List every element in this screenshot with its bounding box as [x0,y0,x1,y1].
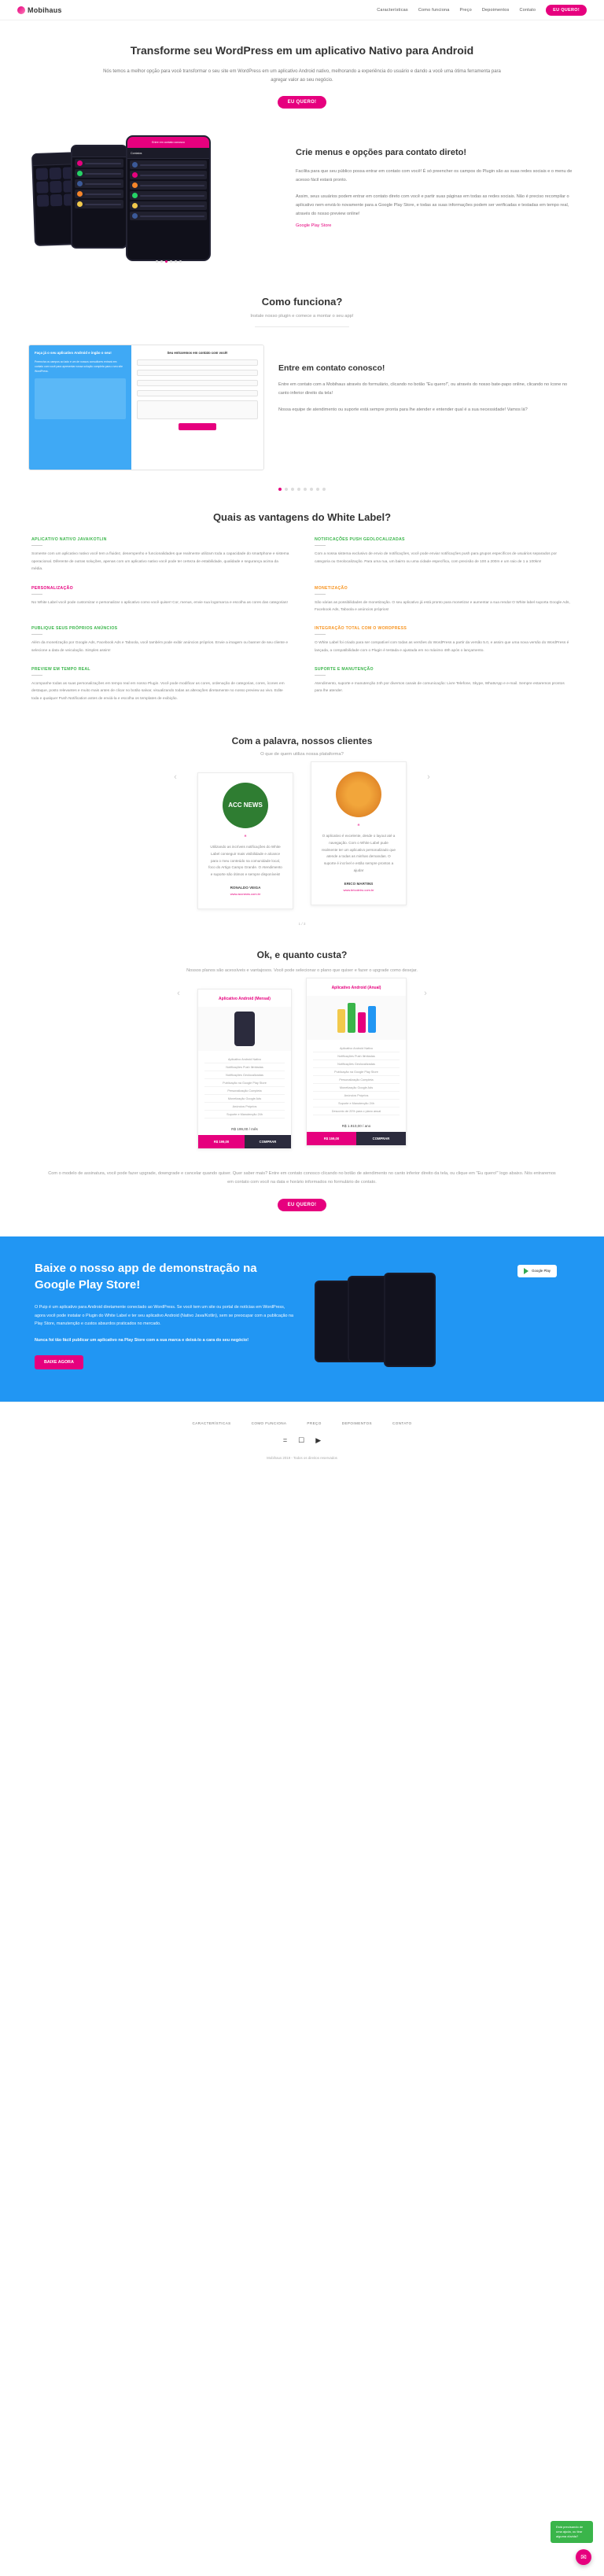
app-cta-mockups [310,1260,569,1378]
footer-link-contato[interactable]: CONTATO [392,1421,412,1425]
vantagens-grid [31,537,573,702]
contato-paragraph-1: Facilita para que seu público possa entrar em contato com você! É só preencher os campos do Plugin são as suas redes sociais e o menu de acesso fácil estará pronto. [296,168,573,182]
testimonial-site[interactable]: www.accnews.com.br [230,891,261,896]
app-cta-section [0,1236,604,1402]
plan-feature: Personalização Completa [204,1087,285,1095]
carousel-prev-icon[interactable]: ‹ [174,772,177,782]
people-illustration-icon [337,1003,376,1033]
plan-feature: Monetização Google Ads [313,1084,400,1092]
form-mockup-left-title: Faça já o seu aplicativo Android e ingâo o seu! [35,351,112,356]
footer-link-preco[interactable]: PREÇO [307,1421,322,1425]
plan-feature: Personalização Completa [313,1076,400,1084]
nav-item-caracteristicas[interactable]: Características [377,7,408,13]
app-cta-text [35,1260,294,1370]
precos-cta-button[interactable]: EU QUERO! [278,1199,327,1211]
form-field-site[interactable] [137,390,258,396]
vantagem-item [31,667,289,702]
main-nav [377,5,587,16]
form-mockup-left [29,345,131,470]
form-mockup-right [131,345,263,470]
divider [31,594,42,595]
plan-feature: Desconto de 20% para o plano anual [313,1107,400,1115]
plan-feature: Anúncios Próprios [204,1103,285,1111]
plan-feature: Suporte e Manutenção 24h [204,1111,285,1118]
phone-banner: Entre em contato conosco [127,137,209,148]
nav-item-contato[interactable]: Contato [519,7,536,13]
form-carousel-dots[interactable] [0,478,604,491]
divider [315,634,326,635]
client-logo-icon: ACC NEWS [223,783,268,828]
plan-price-button[interactable]: R$ 199,00 [198,1135,245,1148]
carousel-next-icon[interactable]: › [427,772,430,782]
download-button[interactable]: BAIXE AGORA [35,1355,83,1369]
plan-feature: Notificações Push Ilimitadas [204,1063,285,1071]
vantagem-body: Somente com um aplicativo nativo você tem a fluidez, desempenho e funcionalidades que realmente utilizam toda a capacidade do smartphone e sistema operacional. Diferente de outras soluções, apenas com um aplicativo nativo você pode ter certeza de estabilidade, qualidade e segurança acima da média. [31,552,289,572]
vantagem-title: PERSONALIZAÇÃO [31,585,73,591]
testimonial-author: RONALDO VEIGA [230,885,261,890]
form-field-nome[interactable] [137,359,258,366]
plan-feature: Aplicativo Android Nativo [313,1045,400,1052]
vantagem-body: São várias as possibilidades de monetização. O seu aplicativo já está pronto para monetizar e aumentar a sua renda! O White label suporta Google Ads, Facebook Ads, Taboola e anúncios próprios! [315,600,570,612]
precos-subtitle: Nossos planos são acessíveis e vantajosos. Você pode selecionar o plano que quiser e fazer o upgrade como desejar. [186,967,418,973]
header-cta-button[interactable]: EU QUERO! [546,5,587,16]
hero-paragraph: Nós temos a melhor opção para você transformar o seu site em WordPress em um aplicativo Android nativo, melhorando a experiência do usuário e dando a você uma ótima ferramenta para agregar valor ao seu negócio. [103,69,501,83]
testimonial-body: O aplicativo é excelente, desde o layout até a navegação. Com o White Label pude realmente ter um aplicativo personalizado que atende a todas as minhas demandas. O suporte é incrível e estão sempre prontos a ajudar [322,834,396,872]
vantagem-item [31,626,289,654]
form-section-paragraph-2: Nossa equipe de atendimento ou suporte está sempre pronta para lhe atender e entender qual é a sua necessidade! Vamos lá? [278,407,528,413]
contato-paragraph-2 [296,193,579,219]
vantagem-title: SUPORTE E MANUTENÇÃO [315,666,374,672]
plan-price: R$ 1.910,00 / ano [341,1124,371,1129]
precos-cta-wrap [0,1196,604,1211]
plan-actions [198,1135,291,1148]
nav-item-depoimentos[interactable]: Depoimentos [481,7,510,13]
precos-title: Ok, e quanto custa? [256,949,348,960]
phone-big [126,135,211,261]
plan-buy-button[interactable]: COMPRAR [356,1132,406,1145]
facebook-icon[interactable]: = [282,1435,288,1444]
vantagem-title: INTEGRAÇÃO TOTAL COM O WORDPRESS [315,626,407,632]
testimonial-card [311,761,407,905]
como-funciona-subtitle: Instale nosso plugin e comece a montar o seu app! [250,314,354,319]
plan-feature: Notificações Push Ilimitadas [313,1052,400,1060]
plan-feature: Notificações Geolocalizadas [204,1071,285,1079]
form-field-telefone[interactable] [137,380,258,386]
plans-prev-icon[interactable]: ‹ [177,988,180,998]
clientes-title: Com a palavra, nossos clientes [231,735,373,746]
clientes-subtitle: O que de quem utiliza nossa plataforma? [260,751,344,757]
plan-card-mensal [197,989,292,1150]
brand-name: Mobihaus [28,6,62,14]
phone-carousel-dots[interactable] [126,260,211,263]
divider [315,545,326,546]
plan-illustration [307,996,406,1040]
phone-screen-title: Contatos [127,148,209,159]
plan-feature: Aplicativo Android Nativo [204,1056,285,1063]
clientes-section [0,715,604,932]
como-funciona-title: Como funciona? [261,296,343,308]
logo-mark-icon [17,6,25,14]
vantagem-body: O White Label foi criado para ser compatível com todas as versões do WordPress a partir da versão 5.0, e assim que uma nova versão do WordPress é lançada, a compatibilidade com o Plugin é testada e ajustada em no máximo 48h após o lançamento. [315,641,569,653]
testimonial-body: Utilizando as incríveis notificações do White Label conseguir mais visibilidade e alcance para o meu conteúdo na comunidade local, foco do Artigo Campo Grande. O Atendimento e suporte são ótimos e sempre disponíveis! [208,845,282,877]
site-header [0,0,604,20]
form-mockup-right-title: Seu entraremos em contato com você! [167,351,228,356]
nav-item-como-funciona[interactable]: Como funciona [418,7,450,13]
vantagens-section [0,491,604,714]
plan-feature: Publicação na Google Play Store [313,1068,400,1076]
form-submit-button[interactable] [179,423,216,430]
site-footer [0,1402,604,1471]
footer-link-depoimentos[interactable]: DEPOIMENTOS [341,1421,372,1425]
chat-tooltip: Está precisando de uma ajuda, ou tirar alguma dúvida? [551,2521,593,2543]
plan-actions [307,1132,406,1145]
phones-mockup [25,134,285,267]
vantagem-body: Acompanhe todas as suas personalizações em tempo real em nosso Plugin. Você pode modificar as cores, ordenação de categorias, cores, ícones em destaque, posto relevantes e muito mais antes de clicar no botão salvar, visualizando todas as alterações diretamente no nosso preview ao vivo. Edite toda e qualquer Push Notification antes de enviá-la e escolha os templates de exibição. [31,681,285,701]
divider [31,634,42,635]
testimonials-carousel [0,772,604,909]
vantagem-title: APLICATIVO NATIVO JAVA/KOTLIN [31,537,107,543]
plan-illustration [198,1007,291,1051]
plan-features [198,1051,291,1123]
app-cta-title: Baixe o nosso app de demonstração na Google Play Store! [35,1261,257,1292]
divider [31,675,42,676]
contato-text [296,134,579,230]
app-phone-right [384,1273,436,1367]
client-logo-icon [336,772,381,817]
form-section-paragraph-1: Entre em contato com a Mobihaus através do formulário, clicando no botão "Eu quero!", ou através do nosso bate-papo online, clicando no ícone no canto inferior direito da tela! [278,382,568,396]
divider [315,594,326,595]
vantagem-item [315,667,573,702]
contato-section [0,123,604,275]
nav-item-preco[interactable]: Preço [459,7,472,13]
plan-price: R$ 199,00 / mês [231,1127,258,1132]
form-mockup-left-body: Preencha os campos ao lado e um de nossos consultores entrará em contato com você para apresentar nossa solução completa para o seu site WordPress. [35,360,123,373]
plan-card-anual [306,978,407,1147]
vantagem-item [315,537,573,573]
instagram-icon[interactable]: ☐ [298,1435,305,1444]
hero-title: Transforme seu WordPress em um aplicativo Nativo para Android [130,44,474,57]
plan-features [307,1040,406,1120]
vantagens-title: Quais as vantagens do White Label? [212,511,392,524]
vantagem-body: Além da monetização por Google Ads, Facebook Ads e Taboola, você também pode exibir anúncios próprios. Envie a imagem ou banner de seu cliente e selecione a data de veiculação. Simples assim! [31,641,289,653]
plan-header [198,989,291,1008]
hero-cta-button[interactable]: EU QUERO! [278,96,327,109]
contato-title: Crie menus e opções para contato direto! [296,148,466,158]
phone-mid-bar [72,146,126,157]
plans-carousel [0,985,604,1150]
plan-header [307,978,406,997]
plan-feature: Suporte e Manutenção 24h [313,1100,400,1107]
youtube-icon[interactable]: ▶ [315,1435,322,1444]
form-mockup-illustration [35,378,126,419]
hero-section [0,20,604,123]
vantagem-body: No White Label você pode customizar e personalizar o aplicativo como você quiser! Cor, menus, envie sua logomarca e escolha as cores das categorias! [31,600,288,605]
plans-next-icon[interactable]: › [424,988,427,998]
form-field-mensagem[interactable] [137,400,258,419]
testimonial-card [197,772,293,909]
vantagem-title: NOTIFICAÇÕES PUSH GEOLOCALIZADAS [315,537,405,543]
chat-icon[interactable]: ✉ [576,2549,591,2565]
social-links [0,1436,604,1445]
vantagem-body: Atendimento, suporte e manutenção 24h por diversos canais de comunicação: Livre Telefone, Skype, WhatsApp e e-mail. Sempre estaremos prontos para lhe atender. [315,681,565,694]
app-cta-paragraph-1: O Puip é um aplicativo para Android diretamente conectado ao WordPress. Se você tem um site ou portal de notícias em WordPress, agora você pode instalar o Plugin do White Label e ter seu aplicativo Android (Nativo Java/Kotlin), sem se preocupar com a publicação na Play Store, manutenção e custos absurdos praticados no mercado. [35,1305,294,1327]
contato-paragraph-2-text: Assim, seus usuários podem entrar em contato direto com você e partir suas páginas em todas as redes sociais. Não é preciso recompilar o aplicativo nem enviá-lo novamente para a Google Play Store, e todas as suas informações podem ser verificadas e testadas em tempo real, através do nosso preview online! [296,193,569,216]
google-play-icon [524,1268,528,1274]
como-funciona-section [0,275,604,332]
vantagem-title: PREVIEW EM TEMPO REAL [31,666,90,672]
plan-feature: Publicação na Google Play Store [204,1079,285,1087]
precos-note: Com o modelo de assinatura, você pode fazer upgrade, downgrade e cancelar quando quiser. Quer saber mais? Entre em contato conosco clicando no botão de atendimento no canto inferior direito da tela, ou clique em "Eu quero!" logo abaixo. Nós entraremos em contato com você na data e horário informados no formulário de contato. [48,1171,556,1185]
google-play-store-link[interactable]: Google Play Store [296,223,332,228]
plan-price-button[interactable]: R$ 159,00 [307,1132,356,1145]
form-field-email[interactable] [137,370,258,376]
form-section [0,332,604,478]
footer-link-caracteristicas[interactable]: CARACTERÍSTICAS [192,1421,231,1425]
plan-feature: Monetização Google Ads [204,1095,285,1103]
copyright-text: Mobihaus 2019 - Todos os direitos reservados [267,1455,337,1460]
precos-section [0,932,604,1219]
form-section-text [278,345,576,415]
google-play-badge[interactable] [517,1265,557,1277]
footer-nav [0,1421,604,1425]
divider [315,675,326,676]
google-play-badge-label: Google Play [532,1269,551,1273]
vantagem-item [315,586,573,614]
vantagem-item [31,537,289,573]
testimonial-pager: 1 / 3 [298,921,306,926]
quote-icon: “ [244,833,247,842]
vantagem-item [31,586,289,614]
contato-store-link-wrap [296,222,579,230]
plan-buy-button[interactable]: COMPRAR [245,1135,291,1148]
plan-name: Aplicativo Android (Mensal) [219,996,271,1001]
testimonial-site[interactable]: www.bricoleiro.com.br [343,887,374,892]
plan-feature: Notificações Geolocalizadas [313,1060,400,1068]
brand-logo[interactable] [17,6,62,14]
vantagem-title: PUBLIQUE SEUS PRÓPRIOS ANÚNCIOS [31,626,118,632]
phone-illustration-icon [234,1012,255,1046]
form-mockup [28,345,264,470]
vantagem-title: MONETIZAÇÃO [315,585,348,591]
app-cta-paragraph-2: Nunca foi tão fácil publicar um aplicativo na Play Store com a sua marca e deixá-lo a cara do seu negócio! [35,1337,249,1343]
testimonial-author: ERICO MARTINS [344,881,374,886]
vantagem-item [315,626,573,654]
quote-icon: “ [357,822,360,831]
vantagem-body: Com a nossa sistema exclusivo de envio de notificações, você pode enviar notificações push para grupos específicos de usuários separados por categoria ou Geolocalização. Para uma rua, um bairro ou uma cidade específica, com precisão de 100 a 200m e um raio de 1 a 100km! [315,552,557,564]
phone-mid [71,145,127,249]
divider [255,326,349,327]
form-section-title: Entre em contato conosco! [278,363,385,374]
divider [31,545,42,546]
plan-feature: Anúncios Próprios [313,1092,400,1100]
plan-name: Aplicativo Android (Anual) [331,985,381,990]
footer-link-como-funciona[interactable]: COMO FUNCIONA [251,1421,287,1425]
